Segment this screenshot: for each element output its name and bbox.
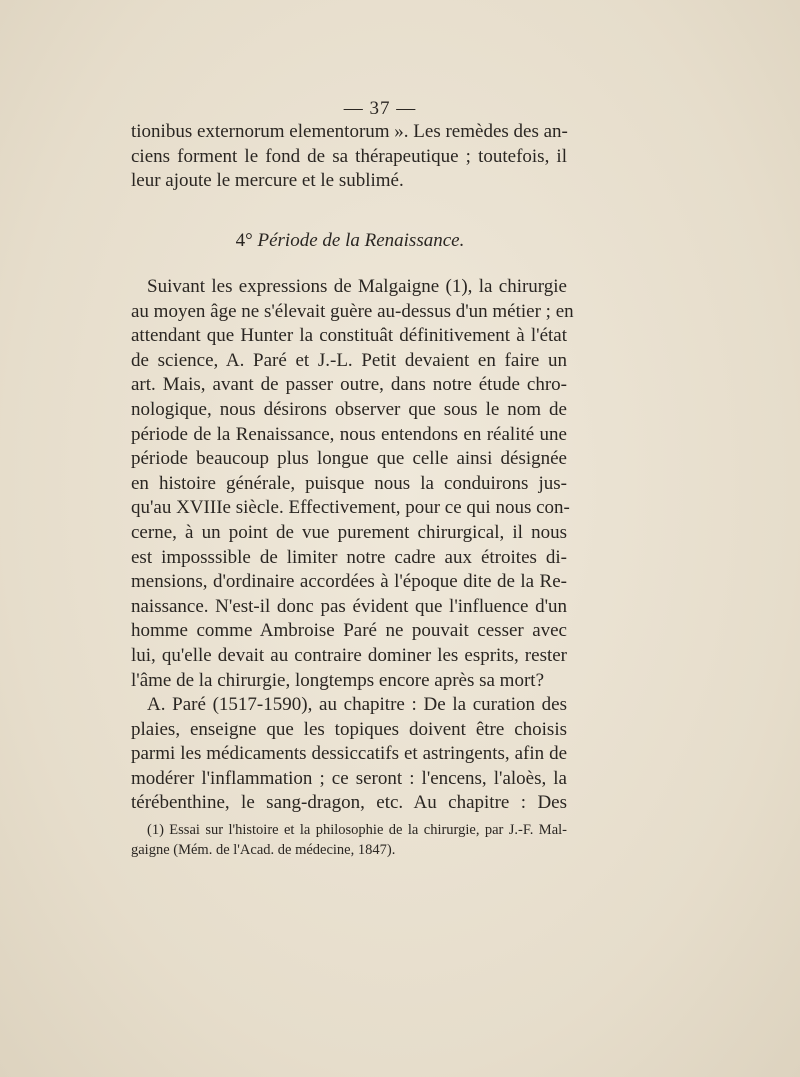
footnote-line: gaigne (Mém. de l'Acad. de médecine, 1847). (131, 841, 396, 858)
section-heading (0, 230, 700, 252)
text-line: naissance. N'est-il donc pas évident que l'influence d'un (131, 595, 567, 617)
text-line: période beaucoup plus longue que celle ainsi désignée (131, 448, 567, 470)
section-title: Période de la Renaissance. (257, 230, 465, 251)
text-line: tionibus externorum elementorum ». Les remèdes des an- (131, 121, 568, 142)
page-number: — 37 — (343, 98, 417, 119)
text-line: est imposssible de limiter notre cadre aux étroites di- (131, 546, 567, 568)
footnote (131, 821, 567, 860)
text-line: A. Paré (1517-1590), au chapitre : De la curation des (147, 694, 567, 716)
text-line: lui, qu'elle devait au contraire dominer les esprits, rester (131, 644, 567, 666)
text-line: cerne, à un point de vue purement chirurgical, il nous (131, 521, 567, 543)
section-number: 4° (235, 230, 253, 251)
text-line: leur ajoute le mercure et le sublimé. (131, 170, 404, 192)
text-line: ciens forment le fond de sa thérapeutique ; toutefois, il (131, 145, 567, 167)
text-line: nologique, nous désirons observer que sous le nom de (131, 398, 567, 420)
text-line: Suivant les expressions de Malgaigne (1), la chirurgie (147, 276, 567, 297)
text-line: homme comme Ambroise Paré ne pouvait cesser avec (131, 620, 567, 642)
text-line: l'âme de la chirurgie, longtemps encore après sa mort? (131, 669, 544, 691)
footnote-line: (1) Essai sur l'histoire et la philosophie de la chirurgie, par J.-F. Mal- (147, 822, 567, 838)
text-line: mensions, d'ordinaire accordées à l'époque dite de la Re- (131, 571, 567, 593)
text-line: plaies, enseigne que les topiques doivent être choisis (131, 718, 567, 740)
text-line: de science, A. Paré et J.-L. Petit devaient en faire un (131, 349, 567, 371)
text-line: térébenthine, le sang-dragon, etc. Au chapitre : Des (131, 792, 567, 814)
text-line: parmi les médicaments dessiccatifs et astringents, afin de (131, 743, 567, 765)
top-paragraph (131, 120, 567, 194)
text-line: attendant que Hunter la constituât définitivement à l'état (131, 325, 567, 347)
body-paragraph (131, 275, 574, 816)
text-line: en histoire générale, puisque nous la conduirons jus- (131, 472, 567, 494)
text-line: qu'au XVIIIe siècle. Effectivement, pour ce qui nous con- (131, 497, 570, 519)
text-line: au moyen âge ne s'élevait guère au-dessus d'un métier ; en (131, 300, 574, 322)
text-line: modérer l'inflammation ; ce seront : l'encens, l'aloès, la (131, 767, 567, 789)
text-line: art. Mais, avant de passer outre, dans notre étude chro- (131, 374, 567, 396)
text-line: période de la Renaissance, nous entendons en réalité une (131, 423, 567, 445)
